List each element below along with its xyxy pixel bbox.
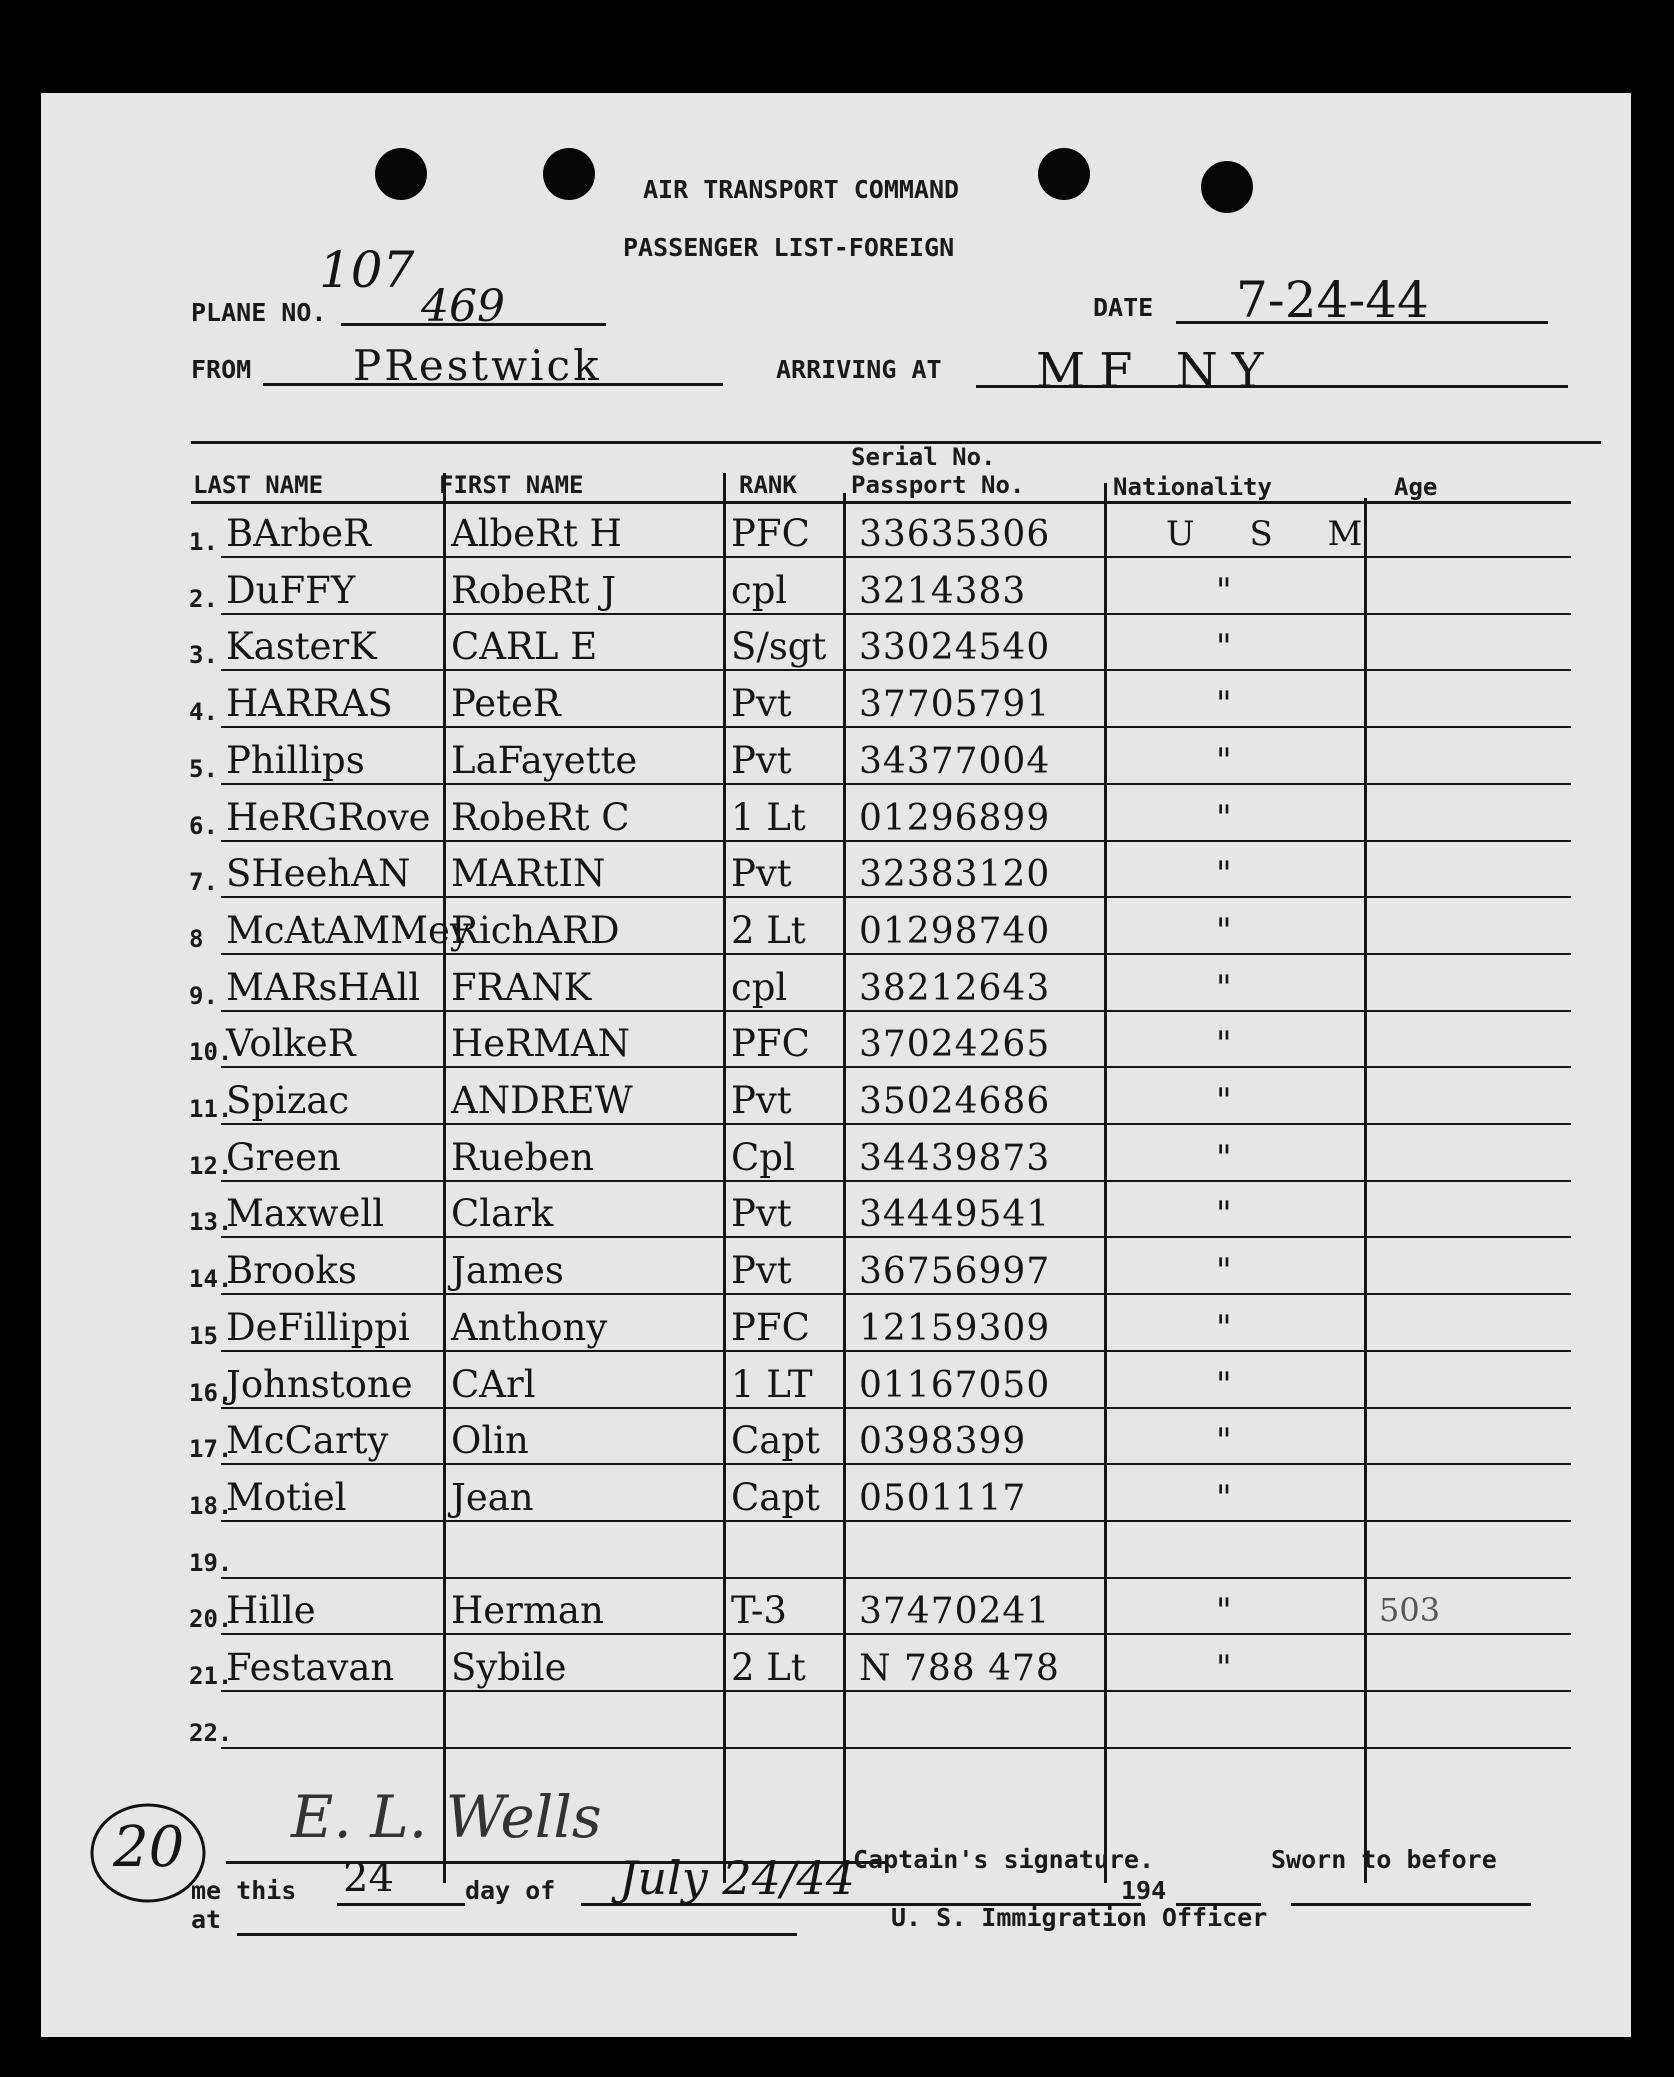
nationality-cell: " <box>1216 967 1232 1008</box>
rank-cell: 2 Lt <box>731 908 806 952</box>
last-name-cell: Maxwell <box>226 1192 385 1236</box>
last-name-cell: BArbeR <box>226 512 372 555</box>
row-line <box>221 1747 1571 1749</box>
row-line <box>221 1010 1571 1012</box>
col-nationality: Nationality <box>1113 473 1272 501</box>
last-name-cell: Johnstone <box>226 1362 413 1406</box>
nationality-cell: " <box>1216 1194 1232 1235</box>
row-number: 6. <box>189 811 218 840</box>
rank-cell: PFC <box>731 512 810 555</box>
first-name-cell: CARL E <box>451 625 598 669</box>
day-of-label: day of <box>465 1876 556 1905</box>
first-name-cell: Clark <box>451 1192 554 1236</box>
row-number: 2. <box>189 584 218 613</box>
divider-nationality-age <box>1364 498 1367 1883</box>
from-underline <box>263 383 723 386</box>
row-line <box>221 669 1571 671</box>
first-name-cell: MARtIN <box>451 852 606 896</box>
serial-cell: 34439873 <box>859 1137 1051 1179</box>
serial-cell: 38212643 <box>859 967 1051 1009</box>
at-label: at <box>191 1905 222 1934</box>
nationality-cell: " <box>1216 1251 1232 1292</box>
first-name-cell: Olin <box>451 1419 529 1463</box>
row-line <box>221 1407 1571 1409</box>
serial-cell: 01167050 <box>859 1364 1051 1406</box>
row-number: 15 <box>189 1321 218 1350</box>
nationality-cell: " <box>1216 1307 1232 1348</box>
form-subtitle: PASSENGER LIST-FOREIGN <box>623 233 955 262</box>
date-underline <box>1176 321 1548 324</box>
serial-cell: 01298740 <box>859 910 1051 952</box>
last-name-cell: MARsHAll <box>226 965 421 1009</box>
col-first-name: FIRST NAME <box>439 471 584 499</box>
rank-cell: PFC <box>731 1022 810 1066</box>
nationality-cell: " <box>1216 854 1232 895</box>
row-number: 10. <box>189 1038 233 1067</box>
first-name-cell: Jean <box>451 1475 534 1519</box>
sworn-underline <box>1291 1903 1531 1906</box>
serial-cell: 35024686 <box>859 1081 1051 1122</box>
first-name-cell: AlbeRt H <box>451 512 622 555</box>
serial-cell: 34377004 <box>859 740 1051 782</box>
last-name-cell: VolkeR <box>226 1022 356 1066</box>
arriving-underline <box>976 385 1568 388</box>
col-serial-1: Serial No. <box>851 443 996 471</box>
first-name-cell: RichARD <box>451 908 620 952</box>
first-name-cell: RobeRt J <box>451 568 617 612</box>
last-name-cell: SHeehAN <box>226 852 411 896</box>
divider-serial-nationality <box>1104 483 1107 1883</box>
punch-hole <box>1038 148 1090 200</box>
rank-cell: Pvt <box>731 738 792 782</box>
at-underline <box>237 1933 797 1936</box>
last-name-cell: HARRAS <box>226 682 393 726</box>
last-name-cell: McCarty <box>226 1419 389 1463</box>
captain-signature: E. L. Wells <box>291 1783 602 1851</box>
row-line <box>221 726 1571 728</box>
row-line <box>221 1690 1571 1692</box>
first-name-cell: HeRMAN <box>451 1022 631 1066</box>
from-value: PRestwick <box>353 341 602 390</box>
row-number: 21. <box>189 1662 233 1690</box>
nationality-cell: " <box>1216 797 1232 838</box>
row-line <box>221 1236 1571 1238</box>
last-name-cell: Spizac <box>226 1079 350 1122</box>
rank-cell: cpl <box>731 965 788 1009</box>
last-name-cell: DeFillippi <box>226 1305 410 1349</box>
first-name-cell: Rueben <box>451 1135 594 1179</box>
rank-cell: cpl <box>731 568 788 612</box>
last-name-cell: Brooks <box>226 1249 357 1293</box>
arriving-value: MF NY <box>1036 343 1278 399</box>
serial-cell: N 788 478 <box>859 1648 1060 1689</box>
row-line <box>221 1066 1571 1068</box>
rank-cell: Pvt <box>731 852 792 896</box>
last-name-cell: Green <box>226 1135 341 1179</box>
serial-cell: 33635306 <box>859 514 1051 555</box>
form-title: AIR TRANSPORT COMMAND <box>643 175 960 204</box>
rank-cell: Pvt <box>731 1249 792 1293</box>
first-name-cell: CArl <box>451 1362 536 1406</box>
me-this-label: me this <box>191 1876 297 1905</box>
row-number: 14. <box>189 1265 233 1294</box>
rank-cell: T-3 <box>731 1589 787 1633</box>
rank-cell: 1 LT <box>731 1362 813 1406</box>
serial-cell: 32383120 <box>859 854 1051 896</box>
row-number: 8 <box>189 924 204 953</box>
row-number: 20. <box>189 1605 233 1634</box>
first-name-cell: LaFayette <box>451 738 638 782</box>
serial-cell: 12159309 <box>859 1307 1051 1349</box>
nationality-cell: " <box>1216 627 1232 668</box>
serial-cell: 36756997 <box>859 1251 1051 1293</box>
row-line <box>221 1350 1571 1352</box>
serial-cell: 37470241 <box>859 1591 1051 1633</box>
nationality-cell: " <box>1216 740 1232 781</box>
nationality-cell: " <box>1216 1024 1232 1065</box>
age-cell: 503 <box>1379 1591 1441 1630</box>
row-number: 3. <box>189 641 218 670</box>
sworn-label: Sworn to before <box>1271 1845 1497 1874</box>
row-line <box>221 1293 1571 1295</box>
row-number: 16. <box>189 1378 233 1407</box>
from-label: FROM <box>191 355 252 384</box>
rank-cell: 1 Lt <box>731 795 806 839</box>
serial-cell: 37024265 <box>859 1024 1051 1066</box>
nationality-cell: " <box>1216 1364 1232 1405</box>
serial-cell: 0398399 <box>859 1421 1027 1463</box>
punch-hole <box>543 148 595 200</box>
row-number: 17. <box>189 1435 233 1464</box>
officer-label: U. S. Immigration Officer <box>891 1903 1268 1932</box>
serial-cell: 37705791 <box>859 684 1051 726</box>
nationality-cell: U S M <box>1166 514 1385 554</box>
nationality-cell: " <box>1216 910 1232 951</box>
row-line <box>221 1180 1571 1182</box>
nationality-cell: " <box>1216 684 1232 725</box>
col-age: Age <box>1394 473 1438 501</box>
last-name-cell: Motiel <box>226 1475 347 1519</box>
row-number: 12. <box>189 1151 233 1180</box>
first-name-cell: ANDREW <box>451 1079 633 1122</box>
nationality-cell: " <box>1216 1137 1232 1178</box>
date-value: 7-24-44 <box>1236 271 1429 329</box>
row-line <box>221 1520 1571 1522</box>
rank-cell: S/sgt <box>731 625 827 669</box>
serial-cell: 3214383 <box>859 570 1027 612</box>
divider-rank-serial <box>843 493 846 1883</box>
rank-cell: Pvt <box>731 1079 792 1122</box>
row-line <box>221 1633 1571 1635</box>
last-name-cell: HeRGRove <box>226 795 431 839</box>
first-name-cell: PeteR <box>451 682 561 726</box>
col-serial-2: Passport No. <box>851 471 1025 499</box>
date-label: DATE <box>1093 293 1154 322</box>
row-number: 7. <box>189 868 218 897</box>
row-number: 22. <box>189 1718 233 1747</box>
first-name-cell: Sybile <box>451 1646 567 1689</box>
rank-cell: Capt <box>731 1419 820 1463</box>
row-line <box>221 1463 1571 1465</box>
row-line <box>221 1123 1571 1125</box>
rank-cell: 2 Lt <box>731 1646 806 1689</box>
row-line <box>221 953 1571 955</box>
row-line <box>221 1577 1571 1579</box>
row-number: 9. <box>189 981 218 1010</box>
nationality-cell: " <box>1216 1648 1232 1688</box>
month-value: July 24/44 <box>619 1851 855 1905</box>
divider-first-rank <box>723 473 726 1883</box>
first-name-cell: James <box>451 1249 564 1293</box>
col-last-name: LAST NAME <box>193 471 324 499</box>
row-number: 5. <box>189 754 218 783</box>
row-number: 19. <box>189 1548 233 1577</box>
rank-cell: Pvt <box>731 1192 792 1236</box>
nationality-cell: " <box>1216 570 1232 611</box>
nationality-cell: " <box>1216 1477 1232 1518</box>
first-name-cell: Anthony <box>451 1305 608 1349</box>
row-line <box>221 613 1571 615</box>
last-name-cell: Hille <box>226 1589 316 1633</box>
last-name-cell: Phillips <box>226 738 365 782</box>
plane-label: PLANE NO. <box>191 298 327 327</box>
first-name-cell: FRANK <box>451 965 592 1009</box>
last-name-cell: McAtAMMey <box>226 908 471 952</box>
row-number: 11. <box>189 1095 233 1123</box>
serial-cell: 34449541 <box>859 1194 1051 1236</box>
nationality-cell: " <box>1216 1421 1232 1462</box>
nationality-cell: " <box>1216 1591 1232 1632</box>
row-number: 13. <box>189 1208 233 1237</box>
punch-hole <box>375 148 427 200</box>
row-line <box>221 896 1571 898</box>
passenger-list-document <box>41 93 1631 2037</box>
last-name-cell: KasterK <box>226 625 377 669</box>
row-number: 4. <box>189 698 218 727</box>
divider-last-first <box>443 473 446 1883</box>
captain-sig-label: Captain's signature. <box>853 1845 1155 1874</box>
day-underline <box>337 1903 465 1906</box>
rank-cell: Capt <box>731 1475 820 1519</box>
row-number: 1. <box>189 528 218 556</box>
nationality-cell: " <box>1216 1081 1232 1121</box>
plane-number: 469 <box>421 281 505 332</box>
year-label: 194 <box>1121 1876 1167 1905</box>
rank-cell: Pvt <box>731 682 792 726</box>
first-name-cell: Herman <box>451 1589 604 1633</box>
rank-cell: PFC <box>731 1305 810 1349</box>
punch-hole <box>1201 161 1253 213</box>
serial-cell: 33024540 <box>859 627 1051 669</box>
col-rank: RANK <box>739 471 797 499</box>
arriving-label: ARRIVING AT <box>776 355 942 384</box>
plane-underline <box>341 323 606 326</box>
last-name-cell: DuFFY <box>226 568 356 612</box>
first-name-cell: RobeRt C <box>451 795 630 839</box>
rank-cell: Cpl <box>731 1135 795 1179</box>
day-value: 24 <box>343 1855 394 1901</box>
row-line <box>221 840 1571 842</box>
serial-cell: 0501117 <box>859 1477 1027 1519</box>
last-name-cell: Festavan <box>226 1646 395 1689</box>
serial-cell: 01296899 <box>859 797 1051 839</box>
row-number: 18. <box>189 1491 233 1520</box>
circled-count: 20 <box>113 1815 185 1880</box>
row-line <box>221 783 1571 785</box>
plane-number-top: 107 <box>319 241 415 299</box>
row-line <box>221 556 1571 558</box>
